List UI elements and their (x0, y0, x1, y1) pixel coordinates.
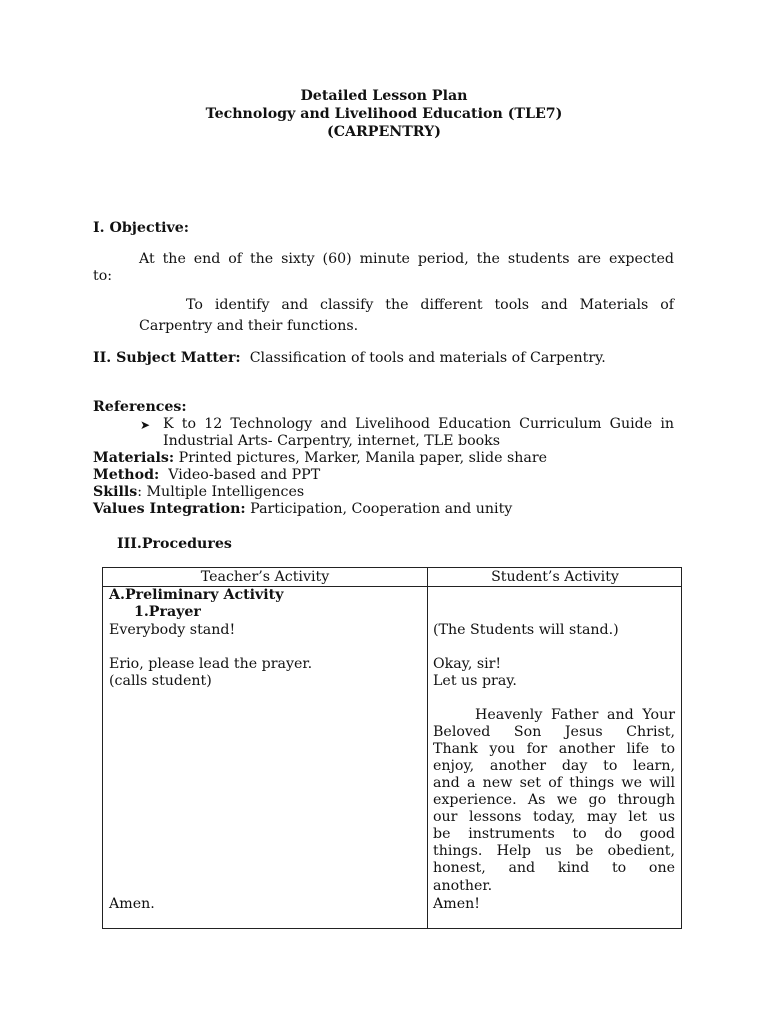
references-heading: References: (93, 399, 187, 415)
values-value: Participation, Cooperation and unity (250, 501, 513, 517)
teacher-column-header: Teacher’s Activity (200, 569, 330, 585)
procedures-table (102, 567, 682, 929)
prayer-line: enjoy, another day to learn, (433, 758, 675, 774)
student-line-amen: Amen! (433, 896, 480, 912)
doc-subtitle: Technology and Livelihood Education (TLE7) (205, 106, 563, 122)
student-column-header: Student’s Activity (491, 569, 619, 585)
teacher-line-stand: Everybody stand! (109, 622, 236, 638)
objective-heading: I. Objective: (93, 220, 190, 236)
subject-matter-label: II. Subject Matter: (93, 350, 241, 366)
skills-value: : Multiple Intelligences (137, 484, 305, 500)
student-line-okay: Okay, sir! (433, 656, 502, 672)
objective-goal-line1: To identify and classify the different tools and Materials of (186, 297, 674, 313)
skills-label: Skills (93, 484, 138, 500)
objective-goal-line2: Carpentry and their functions. (139, 318, 359, 334)
materials-row (93, 450, 547, 467)
method-row (93, 467, 320, 484)
teacher-line-calls-student: (calls student) (109, 673, 212, 689)
prayer-line: be instruments to do good (433, 826, 675, 842)
reference-item-line1: K to 12 Technology and Livelihood Education Curriculum Guide in (163, 416, 674, 432)
procedures-heading: III.Procedures (117, 536, 232, 552)
subject-matter-row (93, 350, 606, 367)
reference-item-line2: Industrial Arts- Carpentry, internet, TLE books (163, 433, 501, 449)
doc-subject: (CARPENTRY) (326, 124, 441, 140)
student-line-stand: (The Students will stand.) (433, 622, 619, 638)
student-line-let-us-pray: Let us pray. (433, 673, 517, 689)
doc-title: Detailed Lesson Plan (300, 88, 468, 104)
table-column-divider (427, 568, 428, 928)
prayer-line: honest, and kind to one (433, 860, 675, 876)
teacher-section-title: A.Preliminary Activity (109, 587, 284, 603)
objective-intro-line1: At the end of the sixty (60) minute period, the students are expected (139, 251, 674, 267)
values-row (93, 501, 512, 518)
teacher-subsection-title: 1.Prayer (134, 604, 201, 620)
method-value: Video-based and PPT (168, 467, 321, 483)
arrow-bullet-icon: ➤ (140, 418, 151, 432)
prayer-line: experience. As we go through (433, 792, 675, 808)
prayer-line: Heavenly Father and Your (475, 707, 675, 723)
skills-row (93, 484, 304, 501)
prayer-line: Beloved Son Jesus Christ, (433, 724, 675, 740)
prayer-line-last: another. (433, 878, 493, 894)
objective-intro-line2: to: (93, 268, 113, 284)
teacher-line-amen: Amen. (109, 896, 155, 912)
prayer-line: our lessons today, may let us (433, 809, 675, 825)
subject-matter-value: Classification of tools and materials of Carpentry. (249, 350, 606, 366)
materials-value: Printed pictures, Marker, Manila paper, slide share (178, 450, 548, 466)
method-label: Method: (93, 467, 160, 483)
teacher-line-lead-prayer: Erio, please lead the prayer. (109, 656, 313, 672)
materials-label: Materials: (93, 450, 175, 466)
prayer-line: and a new set of things we will (433, 775, 675, 791)
values-label: Values Integration: (93, 501, 246, 517)
prayer-line: things. Help us be obedient, (433, 843, 675, 859)
prayer-line: Thank you for another life to (433, 741, 675, 757)
